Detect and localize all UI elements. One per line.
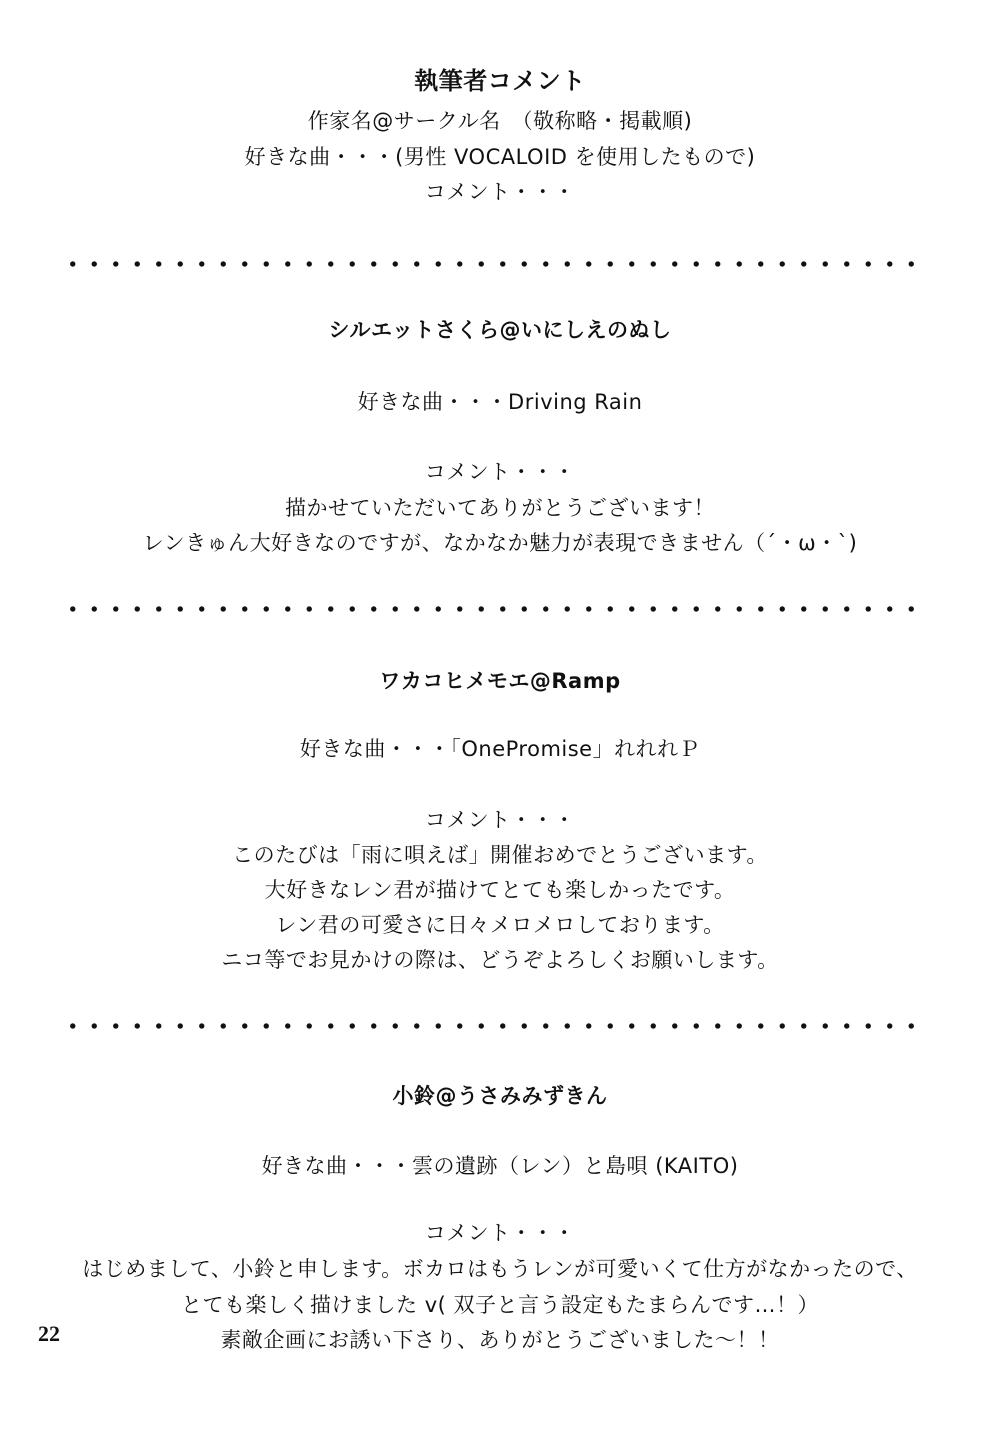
entry-author-name: シルエットさくら@いにしえのぬし — [328, 318, 672, 342]
entry-comment-line: はじめまして、小鈴と申します。ボカロはもうレンが可愛いくて仕方がなかったので、 — [82, 1257, 918, 1281]
entry-favorite-song: 好きな曲・・・Driving Rain — [357, 390, 643, 414]
entry-author-name: ワカコヒメモエ@Ramp — [379, 669, 621, 693]
entry-author-name: 小鈴@うさみみずきん — [392, 1084, 608, 1108]
entry-comment-line: ニコ等でお見かけの際は、どうぞよろしくお願いします。 — [221, 948, 779, 972]
entry-favorite-song: 好きな曲・・・雲の遺跡（レン）と島唄 (KAITO) — [261, 1154, 739, 1178]
dotted-divider — [62, 606, 922, 612]
entry-comment-label: コメント・・・ — [424, 1221, 576, 1245]
entry-comment-label: コメント・・・ — [424, 460, 576, 484]
entry-comment-line: とても楽しく描けました v( 双子と言う設定もたまらんです…！） — [181, 1293, 819, 1317]
entry-comment-line: レン君の可愛さに日々メロメロしております。 — [275, 913, 725, 937]
entry-comment-line: 描かせていただいてありがとうございます！ — [285, 496, 715, 520]
dotted-divider — [62, 1023, 922, 1029]
format-line-author: 作家名@サークル名 （敬称略・掲載順) — [307, 109, 693, 133]
entry-comment-label: コメント・・・ — [424, 808, 576, 832]
format-line-comment: コメント・・・ — [424, 180, 576, 204]
format-line-song: 好きな曲・・・(男性 VOCALOID を使用したもので) — [244, 145, 756, 169]
entry-comment-line: このたびは「雨に唄えば」開催おめでとうございます。 — [232, 843, 768, 867]
entry-favorite-song: 好きな曲・・・「OnePromise」れれれＰ — [299, 737, 701, 761]
dotted-divider — [62, 261, 922, 267]
entry-comment-line: 大好きなレン君が描けてとても楽しかったです。 — [264, 878, 736, 902]
page-title: 執筆者コメント — [414, 67, 586, 95]
entry-comment-line: レンきゅん大好きなのですが、なかなか魅力が表現できません（´・ω・`) — [142, 531, 858, 555]
entry-comment-line: 素敵企画にお誘い下さり、ありがとうございました～！！ — [220, 1328, 780, 1352]
page-number: 22 — [38, 1321, 60, 1346]
